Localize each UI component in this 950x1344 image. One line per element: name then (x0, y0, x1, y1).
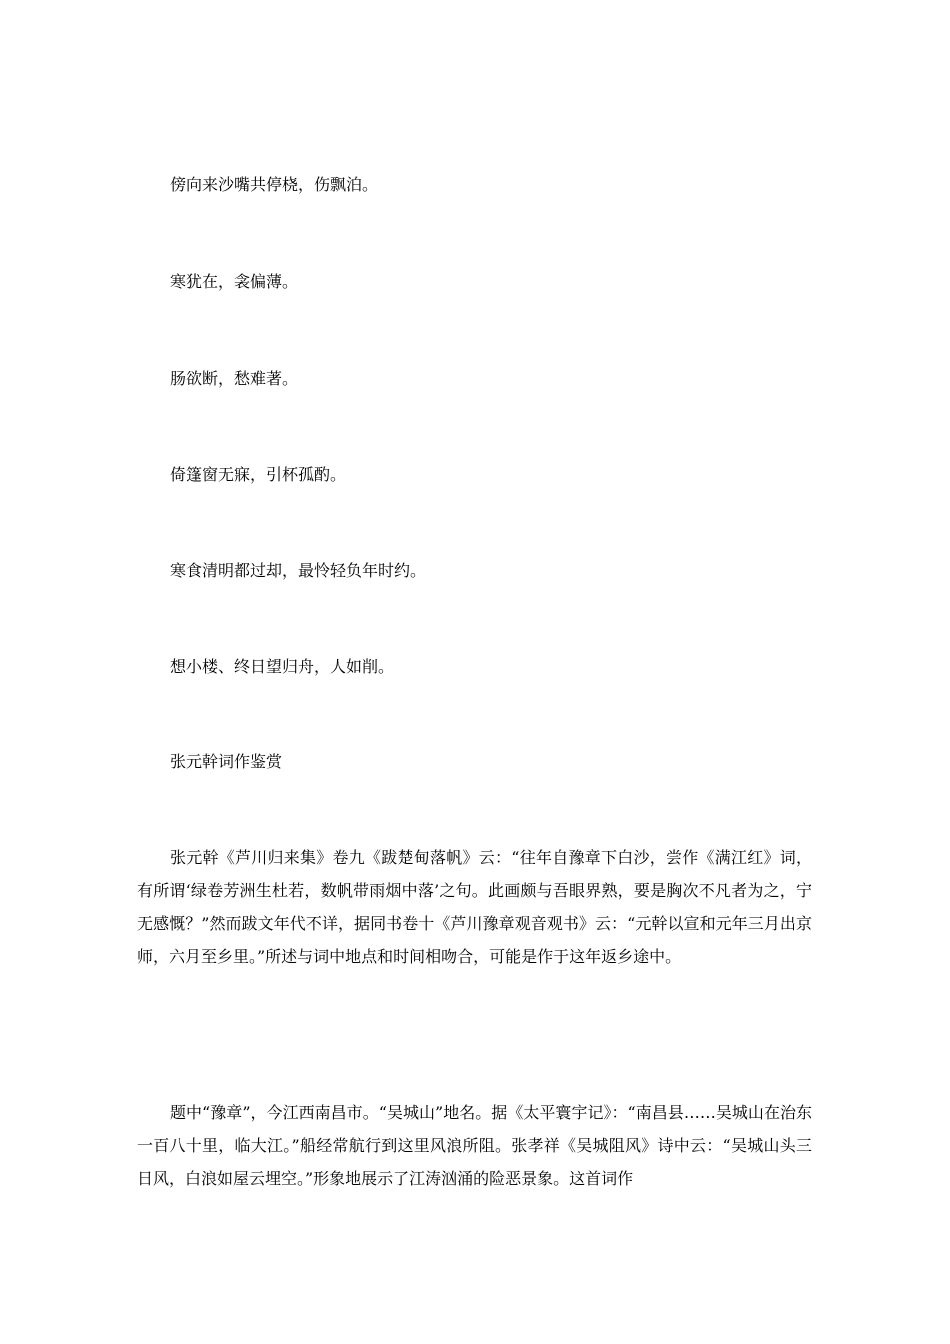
verse-line: 倚篷窗无寐，引杯孤酌。 (170, 465, 347, 484)
section-heading: 张元幹词作鉴赏 (170, 752, 283, 771)
verse-line: 寒犹在，衾偏薄。 (170, 272, 299, 291)
verse-line: 想小楼、终日望归舟，人如削。 (170, 657, 395, 676)
verse-line: 寒食清明都过却，最怜轻负年时约。 (170, 561, 427, 580)
body-paragraph: 张元幹《芦川归来集》卷九《跋楚甸落帆》云：“往年自豫章下白沙，尝作《满江红》词，有所谓‘绿卷芳洲生杜若，数帆带雨烟中落’之句。此画颇与吾眼界熟，要是胸次不凡者为之，宁无感慨？”然而跋文年代不详，据同书卷十《芦川豫章观音观书》云：“元幹以宣和元年三月出京师，六月至乡里。”所述与词中地点和时间相吻合，可能是作于这年返乡途中。 (137, 848, 812, 966)
verse-line: 傍向来沙嘴共停桡，伤飘泊。 (170, 175, 379, 194)
body-paragraph: 题中“豫章”，今江西南昌市。“吴城山”地名。据《太平寰宇记》：“南昌县……吴城山在治东一百八十里，临大江。”船经常航行到这里风浪所阻。张孝祥《吴城阻风》诗中云：“吴城山头三日风，白浪如屋云埋空。”形象地展示了江涛汹涌的险恶景象。这首词作 (137, 1103, 812, 1188)
verse-line: 肠欲断，愁难著。 (170, 369, 299, 388)
